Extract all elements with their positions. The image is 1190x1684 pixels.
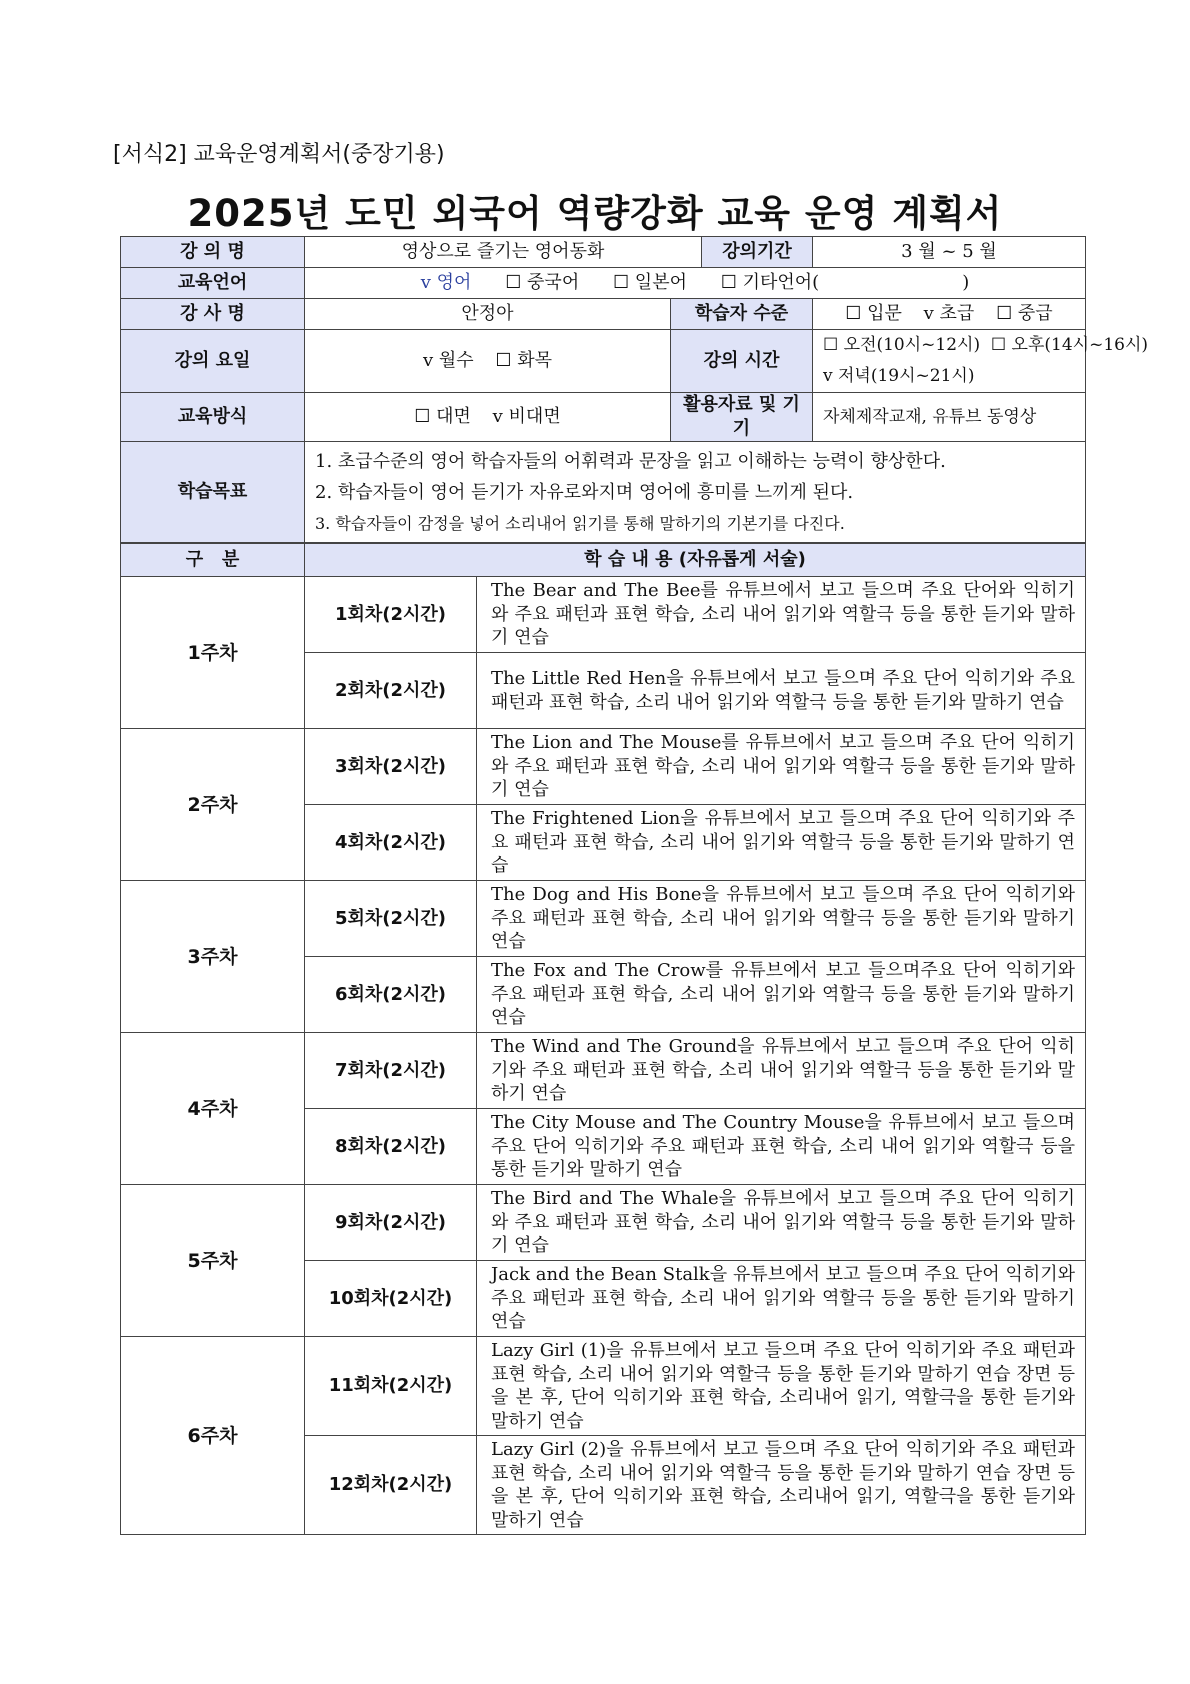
instructor-value: 안정아	[305, 299, 671, 330]
session-label: 6회차(2시간)	[305, 957, 477, 1033]
course-name-label: 강 의 명	[121, 237, 305, 268]
week-label: 1주차	[121, 577, 305, 729]
time-option-row-1[interactable]: ☐ 오전(10시~12시) ☐ 오후(14시~16시)	[823, 335, 1149, 355]
goals-label: 학습목표	[121, 442, 305, 543]
document-title: 2025년 도민 외국어 역량강화 교육 운영 계획서	[187, 192, 1003, 235]
language-option-english[interactable]: v 영어	[420, 272, 472, 293]
days-options	[305, 330, 671, 393]
session-content: The City Mouse and The Country Mouse을 유튜브에서 보고 들으며 주요 단어 익히기와 주요 패턴과 표현 학습, 소리 내어 읽기와 역할극 등을 통한 듣기와 말하기 연습	[477, 1109, 1086, 1185]
week-label: 4주차	[121, 1033, 305, 1185]
session-content: The Bear and The Bee를 유튜브에서 보고 들으며 주요 단어와 익히기와 주요 패턴과 표현 학습, 소리 내어 읽기와 역할극 등을 통한 듣기와 말하기 연습	[477, 577, 1086, 653]
schedule-header-content: 학 습 내 용 (자유롭게 서술)	[305, 544, 1086, 577]
level-option-beginner[interactable]: ☐ 입문	[845, 303, 902, 324]
level-option-intermediate[interactable]: ☐ 중급	[996, 303, 1053, 324]
level-options	[813, 299, 1086, 330]
session-label: 8회차(2시간)	[305, 1109, 477, 1185]
days-option-mon-wed[interactable]: v 월수	[422, 350, 474, 371]
method-option-online[interactable]: v 비대면	[492, 406, 561, 427]
session-content: Lazy Girl (1)을 유튜브에서 보고 들으며 주요 단어 익히기와 주요 패턴과 표현 학습, 소리 내어 읽기와 역할극 등을 통한 듣기와 말하기 연습 장면 등을 본 후, 단어 익히기와 표현 학습, 소리내어 읽기, 역할극을 통한 듣기와 말하기 연습	[477, 1337, 1086, 1436]
goal-item: 1. 초급수준의 영어 학습자들의 어휘력과 문장을 읽고 이해하는 능력이 향상한다.	[315, 450, 946, 472]
days-option-tue-thu[interactable]: ☐ 화목	[495, 350, 553, 371]
week-label: 2주차	[121, 729, 305, 881]
level-label: 학습자 수준	[671, 299, 813, 330]
goals-list	[305, 442, 1086, 543]
schedule-table	[120, 543, 1086, 1535]
session-label: 9회차(2시간)	[305, 1185, 477, 1261]
language-option-other[interactable]: ☐ 기타언어( )	[720, 272, 970, 293]
method-option-in-person[interactable]: ☐ 대면	[414, 406, 471, 427]
goal-item: 3. 학습자들이 감정을 넣어 소리내어 읽기를 통해 말하기의 기본기를 다진다.	[315, 513, 845, 533]
session-label: 12회차(2시간)	[305, 1436, 477, 1535]
language-label: 교육언어	[121, 268, 305, 299]
session-label: 3회차(2시간)	[305, 729, 477, 805]
time-options	[813, 330, 1149, 393]
form-label: [서식2] 교육운영계획서(중장기용)	[113, 142, 445, 167]
session-label: 10회차(2시간)	[305, 1261, 477, 1337]
session-label: 1회차(2시간)	[305, 577, 477, 653]
course-name-value: 영상으로 즐기는 영어동화	[305, 237, 702, 268]
week-label: 6주차	[121, 1337, 305, 1535]
time-label: 강의 시간	[671, 330, 813, 393]
session-label: 11회차(2시간)	[305, 1337, 477, 1436]
session-label: 5회차(2시간)	[305, 881, 477, 957]
session-content: Lazy Girl (2)을 유튜브에서 보고 들으며 주요 단어 익히기와 주요 패턴과 표현 학습, 소리 내어 읽기와 역할극 등을 통한 듣기와 말하기 연습 장면 등을 본 후, 단어 익히기와 표현 학습, 소리내어 읽기, 역할극을 통한 듣기와 말하기 연습	[477, 1436, 1086, 1535]
time-option-evening[interactable]: v 저녁(19시~21시)	[823, 366, 975, 386]
days-label: 강의 요일	[121, 330, 305, 393]
session-content: The Wind and The Ground을 유튜브에서 보고 들으며 주요 단어 익히기와 주요 패턴과 표현 학습, 소리 내어 읽기와 역할극 등을 통한 듣기와 말하기 연습	[477, 1033, 1086, 1109]
instructor-label: 강 사 명	[121, 299, 305, 330]
session-label: 4회차(2시간)	[305, 805, 477, 881]
language-options	[305, 268, 1086, 299]
course-info-table	[120, 236, 1149, 543]
session-label: 2회차(2시간)	[305, 653, 477, 729]
session-content: The Fox and The Crow를 유튜브에서 보고 들으며주요 단어 익히기와 주요 패턴과 표현 학습, 소리 내어 읽기와 역할극 등을 통한 듣기와 말하기 연습	[477, 957, 1086, 1033]
session-content: Jack and the Bean Stalk을 유튜브에서 보고 들으며 주요 단어 익히기와 주요 패턴과 표현 학습, 소리 내어 읽기와 역할극 등을 통한 듣기와 말하기 연습	[477, 1261, 1086, 1337]
materials-label: 활용자료 및 기기	[671, 393, 813, 442]
method-options	[305, 393, 671, 442]
session-content: The Frightened Lion을 유튜브에서 보고 들으며 주요 단어 익히기와 주요 패턴과 표현 학습, 소리 내어 읽기와 역할극 등을 통한 듣기와 말하기 연습	[477, 805, 1086, 881]
session-label: 7회차(2시간)	[305, 1033, 477, 1109]
session-content: The Dog and His Bone을 유튜브에서 보고 들으며 주요 단어 익히기와 주요 패턴과 표현 학습, 소리 내어 읽기와 역할극 등을 통한 듣기와 말하기 연습	[477, 881, 1086, 957]
session-content: The Lion and The Mouse를 유튜브에서 보고 들으며 주요 단어 익히기와 주요 패턴과 표현 학습, 소리 내어 읽기와 역할극 등을 통한 듣기와 말하기 연습	[477, 729, 1086, 805]
session-content: The Little Red Hen을 유튜브에서 보고 들으며 주요 단어 익히기와 주요 패턴과 표현 학습, 소리 내어 읽기와 역할극 등을 통한 듣기와 말하기 연습	[477, 653, 1086, 729]
week-label: 3주차	[121, 881, 305, 1033]
language-option-chinese[interactable]: ☐ 중국어	[505, 272, 580, 293]
period-label: 강의기간	[702, 237, 813, 268]
level-option-elementary[interactable]: v 초급	[923, 303, 975, 324]
goal-item: 2. 학습자들이 영어 듣기가 자유로와지며 영어에 흥미를 느끼게 된다.	[315, 481, 854, 503]
materials-value: 자체제작교재, 유튜브 동영상	[813, 393, 1086, 442]
language-option-japanese[interactable]: ☐ 일본어	[612, 272, 687, 293]
session-content: The Bird and The Whale을 유튜브에서 보고 들으며 주요 단어 익히기와 주요 패턴과 표현 학습, 소리 내어 읽기와 역할극 등을 통한 듣기와 말하기 연습	[477, 1185, 1086, 1261]
method-label: 교육방식	[121, 393, 305, 442]
week-label: 5주차	[121, 1185, 305, 1337]
period-value: 3 월 ~ 5 월	[813, 237, 1086, 268]
schedule-header-week: 구 분	[121, 544, 305, 577]
